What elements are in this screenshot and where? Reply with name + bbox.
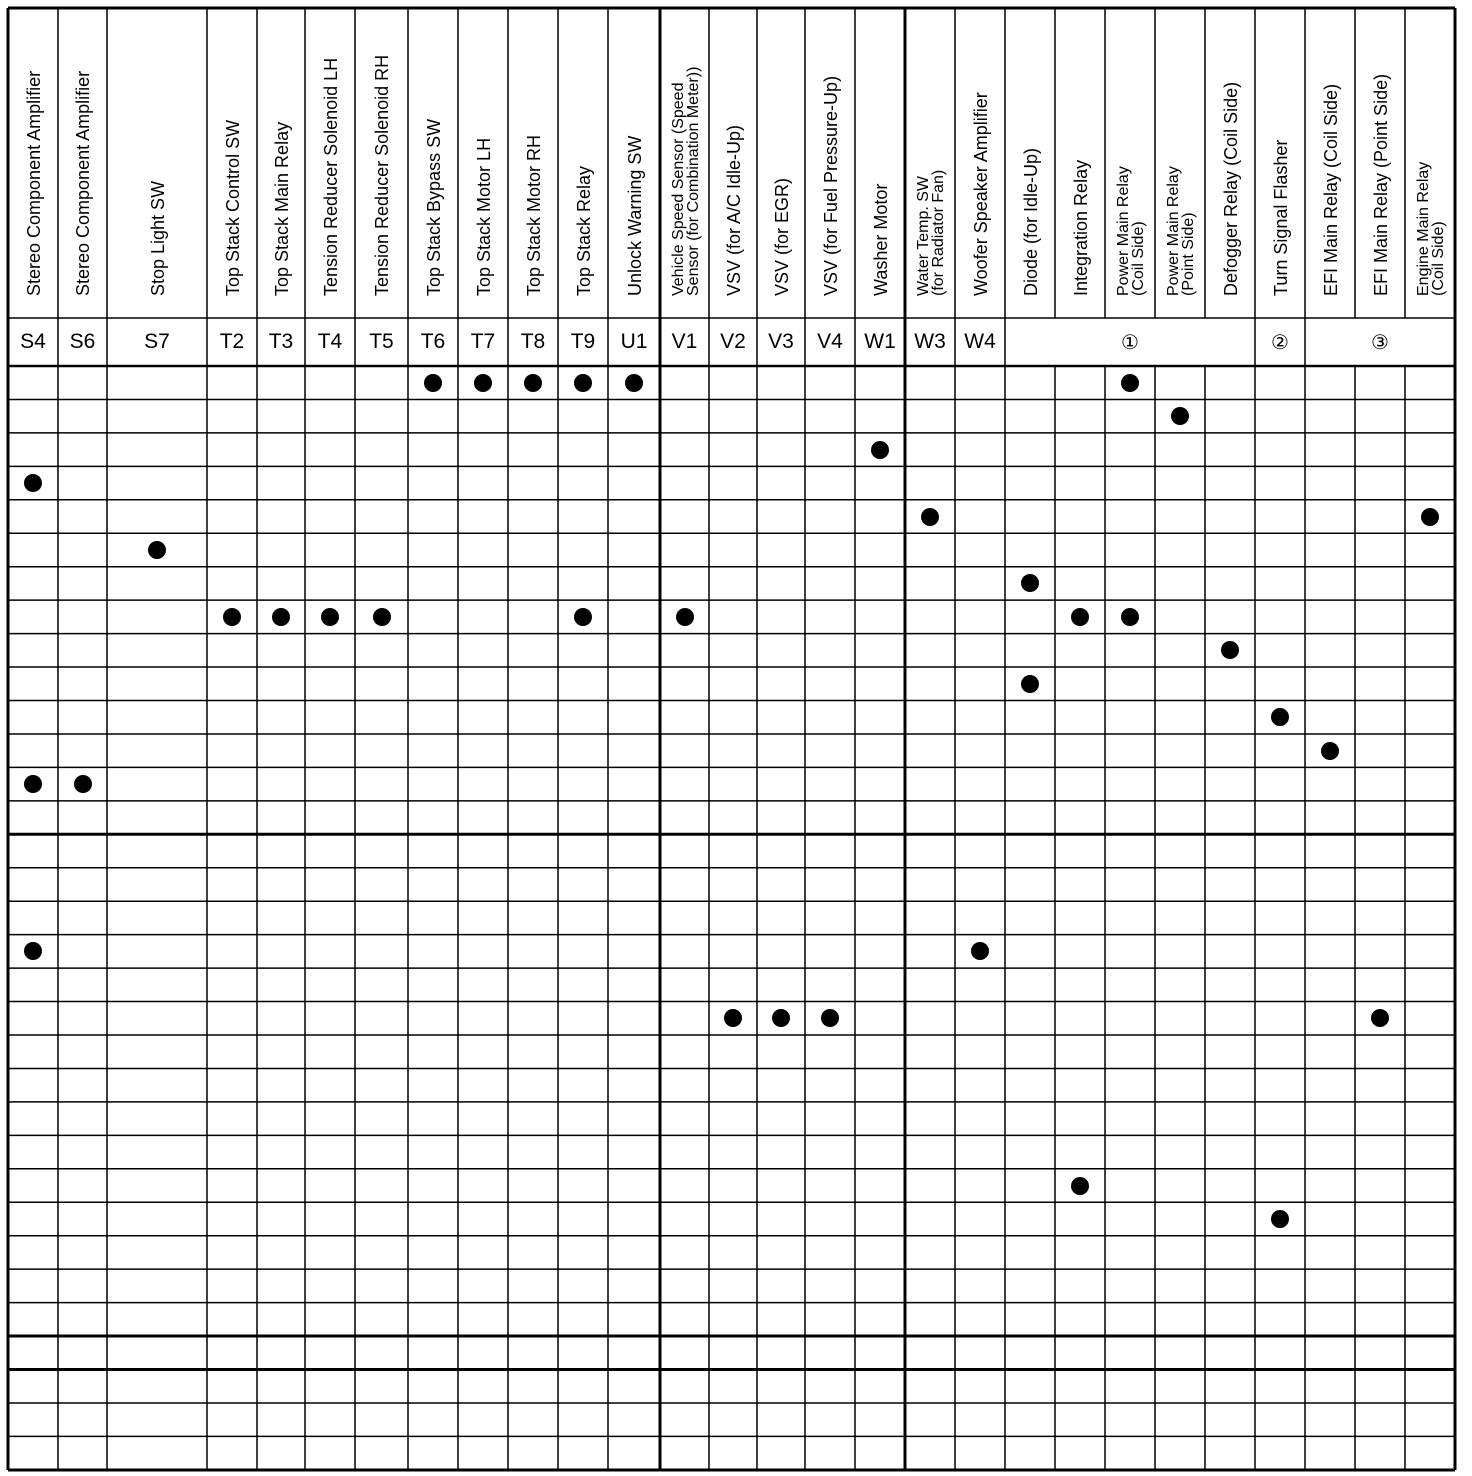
connector-code: U1 bbox=[620, 330, 648, 353]
column-header-line: Engine Main Relay bbox=[1415, 161, 1432, 296]
connection-dot bbox=[921, 508, 939, 526]
connection-dot bbox=[223, 608, 241, 626]
connection-dot bbox=[1321, 742, 1339, 760]
column-header bbox=[1116, 166, 1146, 296]
connector-code: V2 bbox=[720, 330, 746, 353]
column-header bbox=[725, 125, 744, 296]
column-header-line: VSV (for EGR) bbox=[771, 177, 792, 296]
connection-dot bbox=[1071, 1177, 1089, 1195]
connector-code: V4 bbox=[817, 330, 843, 353]
column-header-line: Integration Relay bbox=[1070, 159, 1091, 296]
column-header-line: EFI Main Relay (Coil Side) bbox=[1320, 83, 1341, 296]
column-header bbox=[322, 58, 341, 296]
connection-dot bbox=[24, 474, 42, 492]
connector-code: T5 bbox=[369, 330, 394, 353]
column-header-line: (for Radiator Fan) bbox=[930, 169, 947, 296]
column-header bbox=[373, 55, 392, 296]
group-marker: ② bbox=[1271, 331, 1289, 354]
column-header-line: Top Stack Main Relay bbox=[271, 121, 292, 296]
connection-dot bbox=[424, 374, 442, 392]
connection-dot bbox=[74, 775, 92, 793]
column-header bbox=[1372, 74, 1391, 296]
column-header bbox=[525, 135, 544, 296]
column-header-line: Woofer Speaker Amplifier bbox=[970, 92, 991, 296]
connector-code: T7 bbox=[470, 330, 496, 353]
column-header-line: Sensor (for Combination Meter)) bbox=[684, 66, 702, 296]
column-header-line: (Point Side) bbox=[1180, 212, 1197, 296]
column-header bbox=[822, 76, 841, 296]
connector-code: T2 bbox=[219, 330, 245, 353]
connector-code: T6 bbox=[420, 330, 446, 353]
column-header bbox=[1322, 84, 1341, 296]
column-header-line: VSV (for Fuel Pressure-Up) bbox=[820, 75, 841, 296]
column-header-line: VSV (for A/C Idle-Up) bbox=[723, 124, 744, 296]
column-header-line: Top Stack Bypass SW bbox=[423, 118, 444, 296]
connection-dot bbox=[1121, 608, 1139, 626]
column-header-line: Defogger Relay (Coil Side) bbox=[1220, 81, 1241, 296]
connection-dot bbox=[1271, 1210, 1289, 1228]
connection-dot bbox=[148, 541, 166, 559]
column-header-line: (Coil Side) bbox=[1130, 221, 1147, 296]
column-header bbox=[224, 120, 243, 296]
column-header-line: Stop Light SW bbox=[147, 180, 168, 296]
column-header-line: Power Main Relay bbox=[1165, 166, 1182, 296]
connection-dot bbox=[1021, 675, 1039, 693]
column-header bbox=[1416, 162, 1446, 296]
column-header bbox=[626, 136, 645, 296]
column-header-line: Power Main Relay bbox=[1115, 166, 1132, 296]
column-header bbox=[972, 92, 991, 296]
column-header-line: Unlock Warning SW bbox=[624, 135, 645, 296]
column-header-line: Diode (for Idle-Up) bbox=[1020, 147, 1041, 296]
column-header-line: Stereo Component Amplifier bbox=[23, 70, 44, 296]
connection-dot bbox=[1121, 374, 1139, 392]
connector-code: W4 bbox=[964, 330, 996, 353]
column-header bbox=[1022, 148, 1041, 296]
connector-code: S6 bbox=[69, 330, 96, 353]
connector-code: T9 bbox=[570, 330, 596, 353]
connector-code: W3 bbox=[914, 330, 946, 353]
column-header-line: Water Temp. SW bbox=[915, 175, 932, 296]
connection-dot bbox=[373, 608, 391, 626]
group-marker: ① bbox=[1121, 331, 1139, 354]
connection-dot bbox=[1421, 508, 1439, 526]
group-marker: ③ bbox=[1371, 331, 1389, 354]
connection-dot bbox=[574, 608, 592, 626]
column-header-line: Top Stack Motor RH bbox=[523, 134, 544, 296]
column-header bbox=[425, 119, 444, 296]
column-header bbox=[872, 184, 891, 296]
column-header-line: EFI Main Relay (Point Side) bbox=[1370, 73, 1391, 296]
connector-code: V1 bbox=[671, 330, 698, 353]
connector-code: S7 bbox=[144, 330, 170, 353]
connector-code: T4 bbox=[317, 330, 343, 353]
column-header-line: Washer Motor bbox=[870, 183, 891, 296]
column-header-line: Tension Reducer Solenoid RH bbox=[372, 54, 392, 296]
column-header bbox=[1072, 160, 1091, 296]
connection-dot bbox=[1071, 608, 1089, 626]
connection-dot bbox=[321, 608, 339, 626]
column-header bbox=[916, 170, 946, 296]
column-header bbox=[273, 122, 292, 296]
column-header-line: (Coil Side) bbox=[1430, 221, 1447, 296]
connector-code: W1 bbox=[864, 330, 896, 353]
column-header-line: Tension Reducer Solenoid LH bbox=[320, 57, 341, 296]
connector-code: S4 bbox=[20, 330, 46, 353]
column-header bbox=[1222, 82, 1241, 296]
column-header bbox=[1272, 140, 1291, 296]
column-header-line: Top Stack Motor LH bbox=[473, 137, 494, 296]
connector-code: V3 bbox=[768, 330, 794, 353]
column-header bbox=[671, 67, 701, 296]
connection-dot bbox=[676, 608, 694, 626]
connection-dot bbox=[574, 374, 592, 392]
connection-dot bbox=[871, 441, 889, 459]
connector-code: T8 bbox=[520, 330, 546, 353]
connection-dot bbox=[272, 608, 290, 626]
column-header-line: Turn Signal Flasher bbox=[1270, 139, 1291, 296]
column-header-line: Vehicle Speed Sensor (Speed bbox=[669, 82, 687, 296]
column-header bbox=[149, 181, 168, 296]
connection-dot bbox=[524, 374, 542, 392]
connection-dot bbox=[625, 374, 643, 392]
column-header-line: Stereo Component Amplifier bbox=[73, 70, 93, 296]
connector-code: T3 bbox=[268, 330, 294, 353]
connection-dot bbox=[24, 775, 42, 793]
column-header bbox=[25, 71, 44, 296]
column-header-line: Top Stack Relay bbox=[573, 165, 594, 296]
column-header bbox=[773, 178, 792, 296]
column-header bbox=[1166, 166, 1196, 296]
column-header bbox=[575, 166, 594, 296]
column-header bbox=[475, 138, 494, 296]
connection-dot bbox=[474, 374, 492, 392]
column-header bbox=[74, 71, 93, 296]
column-header-line: Top Stack Control SW bbox=[222, 119, 243, 296]
